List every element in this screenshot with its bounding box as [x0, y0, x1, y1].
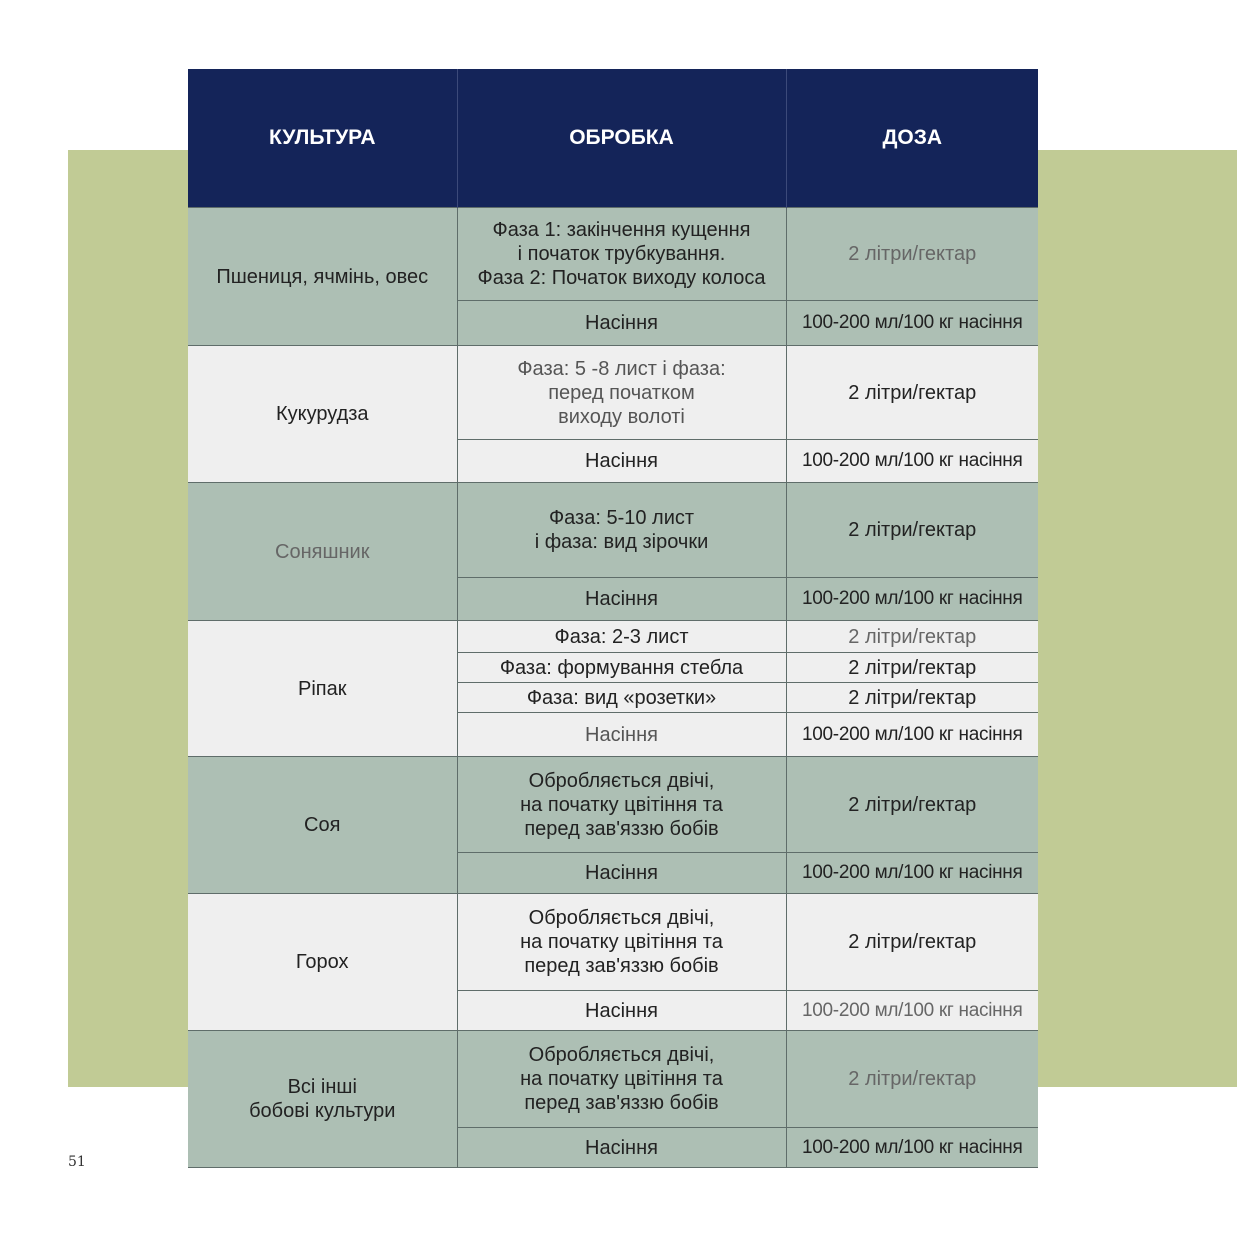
dose-cell: 100-200 мл/100 кг насіння [786, 991, 1038, 1031]
page-number: 51 [68, 1154, 86, 1170]
dose-cell: 2 літри/гектар [786, 621, 1038, 653]
dose-cell: 2 літри/гектар [786, 894, 1038, 991]
table-row [188, 894, 1038, 991]
dose-cell: 2 літри/гектар [786, 683, 1038, 713]
treatment-cell: Насіння [457, 991, 786, 1031]
treatment-cell: Насіння [457, 1128, 786, 1168]
treatment-cell: Обробляється двічі, на початку цвітіння та перед зав'яззю бобів [457, 1031, 786, 1128]
dose-cell: 100-200 мл/100 кг насіння [786, 578, 1038, 621]
table-row [188, 757, 1038, 853]
crop-cell: Соя [188, 757, 457, 894]
dose-cell: 2 літри/гектар [786, 483, 1038, 578]
treatment-cell: Обробляється двічі, на початку цвітіння та перед зав'яззю бобів [457, 894, 786, 991]
table-row [188, 483, 1038, 578]
treatment-table [188, 69, 1038, 1168]
treatment-cell: Обробляється двічі, на початку цвітіння та перед зав'яззю бобів [457, 757, 786, 853]
crop-cell: Ріпак [188, 621, 457, 757]
treatment-cell: Насіння [457, 713, 786, 757]
table-row [188, 346, 1038, 440]
crop-group-corn [188, 346, 1038, 483]
crop-group-soy [188, 757, 1038, 894]
dose-cell: 2 літри/гектар [786, 1031, 1038, 1128]
header-treatment: ОБРОБКА [457, 69, 786, 208]
crop-group-peas [188, 894, 1038, 1031]
crop-cell: Всі інші бобові культури [188, 1031, 457, 1168]
table-header-row [188, 69, 1038, 208]
treatment-cell: Насіння [457, 301, 786, 346]
crop-cell: Горох [188, 894, 457, 1031]
crop-cell: Пшениця, ячмінь, овес [188, 208, 457, 346]
dose-cell: 100-200 мл/100 кг насіння [786, 440, 1038, 483]
crop-group-rapeseed [188, 621, 1038, 757]
dose-cell: 2 літри/гектар [786, 653, 1038, 683]
table-row [188, 621, 1038, 653]
header-crop: КУЛЬТУРА [188, 69, 457, 208]
treatment-cell: Фаза: вид «розетки» [457, 683, 786, 713]
dose-cell: 2 літри/гектар [786, 208, 1038, 301]
header-dose: ДОЗА [786, 69, 1038, 208]
dose-cell: 100-200 мл/100 кг насіння [786, 301, 1038, 346]
treatment-cell: Насіння [457, 440, 786, 483]
treatment-cell: Фаза: формування стебла [457, 653, 786, 683]
dose-cell: 2 літри/гектар [786, 346, 1038, 440]
dose-cell: 2 літри/гектар [786, 757, 1038, 853]
table-row [188, 1031, 1038, 1128]
treatment-cell: Фаза: 2-3 лист [457, 621, 786, 653]
crop-cell: Соняшник [188, 483, 457, 621]
treatment-cell: Фаза: 5 -8 лист і фаза: перед початком виходу волоті [457, 346, 786, 440]
crop-group-wheat [188, 208, 1038, 346]
crop-group-sunflower [188, 483, 1038, 621]
table-row [188, 208, 1038, 301]
dose-cell: 100-200 мл/100 кг насіння [786, 713, 1038, 757]
treatment-cell: Насіння [457, 578, 786, 621]
dose-cell: 100-200 мл/100 кг насіння [786, 853, 1038, 894]
dose-cell: 100-200 мл/100 кг насіння [786, 1128, 1038, 1168]
crop-group-other-legumes [188, 1031, 1038, 1168]
treatment-cell: Насіння [457, 853, 786, 894]
treatment-cell: Фаза 1: закінчення кущення і початок трубкування. Фаза 2: Початок виходу колоса [457, 208, 786, 301]
treatment-cell: Фаза: 5-10 лист і фаза: вид зірочки [457, 483, 786, 578]
crop-cell: Кукурудза [188, 346, 457, 483]
